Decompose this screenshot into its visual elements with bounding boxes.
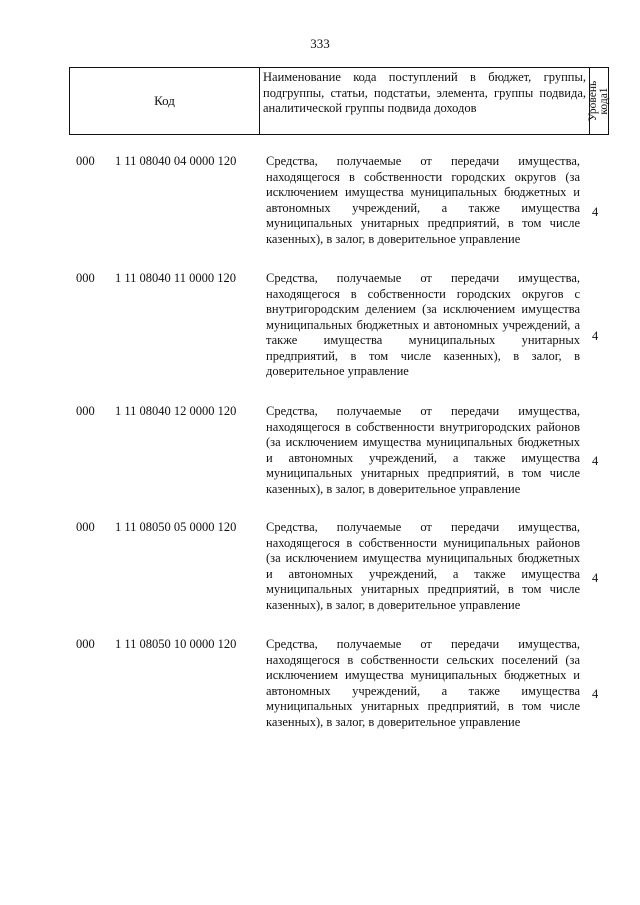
row-level: 4	[592, 571, 599, 585]
row-description: Средства, получаемые от передачи имущества, находящегося в собственности муниципальных районов (за исключением имущества муниципальных бюджетных и автономных учреждений, а также имущества муниципальных унитарных предприятий, в том числе казенных), в залог, в доверительное управление	[266, 520, 580, 612]
row-level: 4	[592, 454, 599, 468]
header-level-label-line2: кода1	[598, 87, 610, 115]
row-level: 4	[592, 205, 599, 219]
row-description: Средства, получаемые от передачи имущества, находящегося в собственности городских округов (за исключением имущества муниципальных бюджетных и автономных учреждений, а также имущества муниципальных унитарных предприятий, в том числе казенных), в залог, в доверительное управление	[266, 154, 580, 246]
row-prefix: 000	[76, 271, 95, 285]
row-prefix: 000	[76, 404, 95, 418]
row-prefix: 000	[76, 637, 95, 651]
row-description: Средства, получаемые от передачи имущества, находящегося в собственности сельских поселений (за исключением имущества муниципальных бюджетных и автономных учреждений, а также имущества муниципальных унитарных предприятий, в том числе казенных), в залог, в доверительное управление	[266, 637, 580, 729]
row-code: 1 11 08040 11 0000 120	[115, 271, 236, 285]
header-level-label	[588, 81, 610, 122]
row-code: 1 11 08040 04 0000 120	[115, 154, 237, 168]
header-level-cell	[587, 68, 610, 134]
header-code-cell	[70, 68, 260, 134]
row-level: 4	[592, 687, 599, 701]
header-code-label: Код	[154, 93, 175, 108]
page-number: 333	[310, 36, 330, 51]
row-level: 4	[592, 329, 599, 343]
header-level-label-line1: Уровень	[587, 80, 599, 122]
row-code: 1 11 08050 05 0000 120	[115, 520, 237, 534]
row-prefix: 000	[76, 154, 95, 168]
row-code: 1 11 08050 10 0000 120	[115, 637, 237, 651]
table-header	[69, 67, 609, 135]
row-code: 1 11 08040 12 0000 120	[115, 404, 237, 418]
header-name-cell: Наименование кода поступлений в бюджет, группы, подгруппы, статьи, подстатьи, элемента, группы подвида, аналитической группы подвида доходов	[260, 68, 590, 134]
row-description: Средства, получаемые от передачи имущества, находящегося в собственности городских округов с внутригородским делением (за исключением имущества муниципальных бюджетных и автономных учреждений, а также имущества муниципальных унитарных предприятий, в том числе казенных), в залог, в доверительное управление	[266, 271, 580, 378]
row-prefix: 000	[76, 520, 95, 534]
row-description: Средства, получаемые от передачи имущества, находящегося в собственности внутригородских районов (за исключением имущества муниципальных бюджетных и автономных учреждений, а также имущества муниципальных унитарных предприятий, в том числе казенных), в залог, в доверительное управление	[266, 404, 580, 496]
